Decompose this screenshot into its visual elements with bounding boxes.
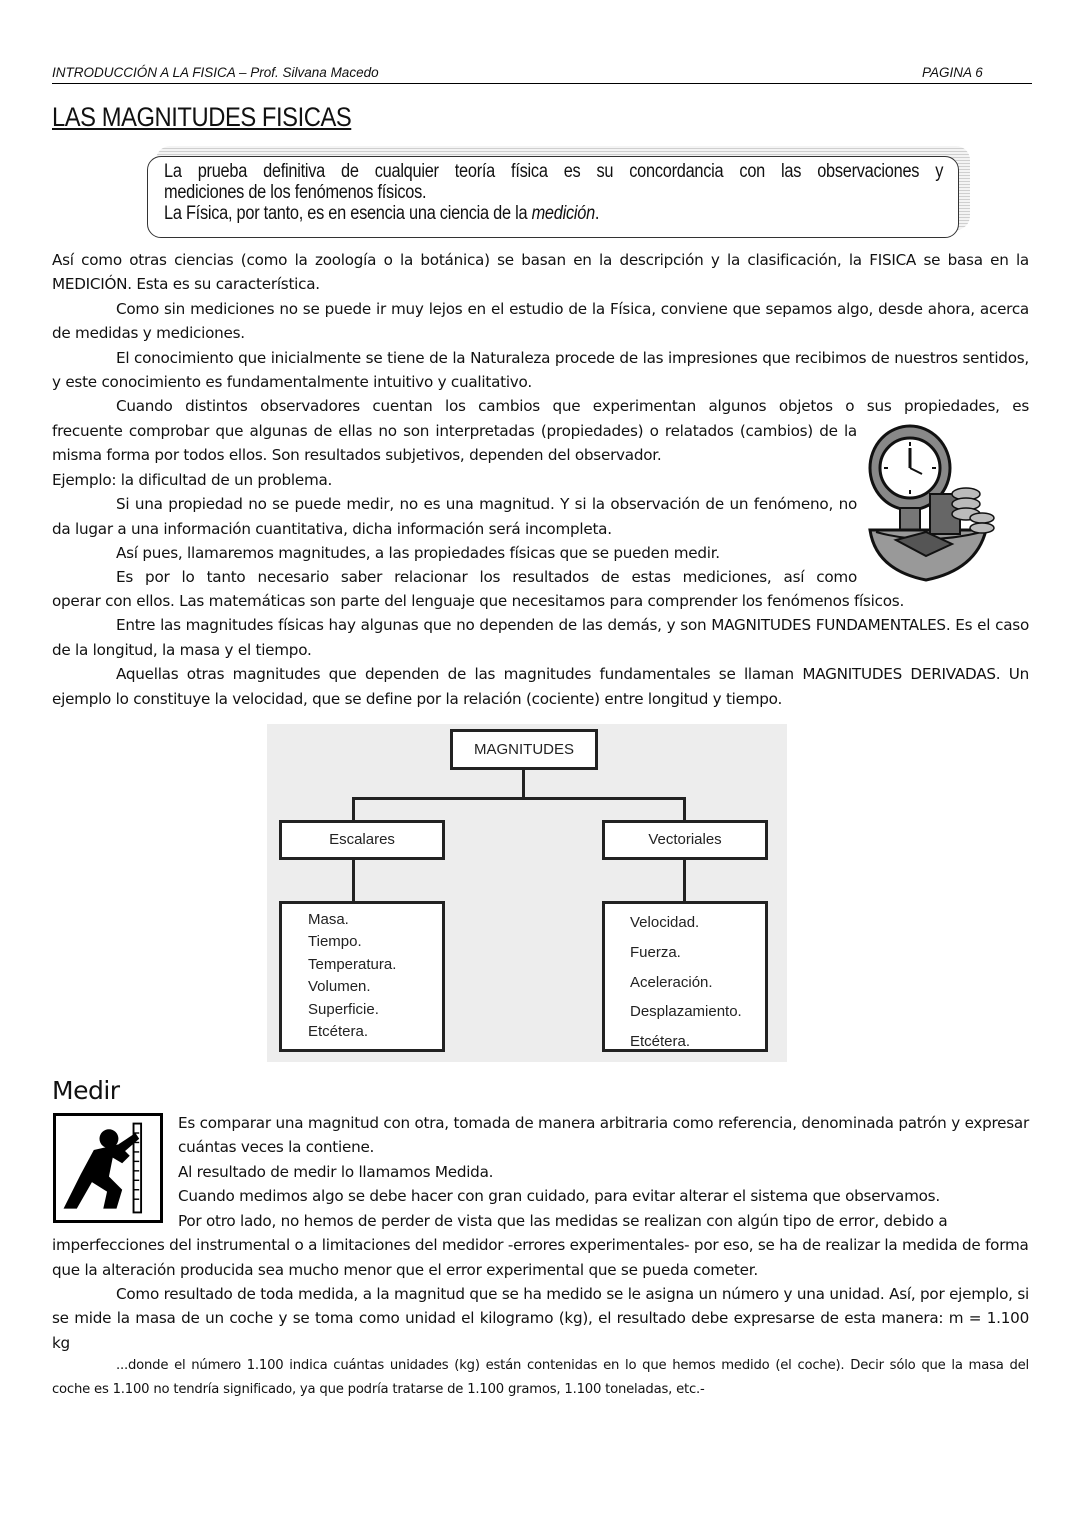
quote-line-3-end: . (594, 203, 600, 224)
paragraph-7-continued: operar con ellos. Las matemáticas son parte del lenguaje que necesitamos para comprender los fenómenos físicos. (52, 592, 905, 610)
quote-line-3 (164, 203, 833, 224)
magnitudes-diagram (267, 724, 787, 1062)
vector-item: Velocidad. (630, 914, 700, 931)
diagram-scalar-box: Escalares (279, 820, 445, 860)
paragraph-7-first-line: Es por lo tanto necesario saber relacionar los resultados de estas mediciones, así como (116, 568, 857, 587)
medir-care: Cuando medimos algo se debe hacer con gran cuidado, para evitar alterar el sistema que observamos. (178, 1187, 940, 1206)
paragraph-6: Así pues, llamaremos magnitudes, a las propiedades físicas que se pueden medir. (116, 544, 720, 563)
vector-item: Etcétera. (630, 1033, 691, 1051)
paragraph-9: Aquellas otras magnitudes que dependen de las magnitudes fundamentales se llaman MAGNITUDES DERIVADAS. Un ejemplo lo constituye la velocidad, que se define por la relación (cociente) entre longitud y tiempo. (52, 665, 1029, 708)
diagram-scalar-list (279, 901, 445, 1052)
vector-item: Desplazamiento. (630, 1003, 742, 1021)
medir-note (52, 1354, 1029, 1402)
paragraph-4-first-line: Cuando distintos observadores cuentan los cambios que experimentan algunos objetos o sus propiedades, es (116, 397, 1029, 416)
quote-line-2: mediciones de los fenómenos físicos. (164, 182, 427, 203)
diagram-connector (352, 797, 355, 820)
header-course-title: INTRODUCCIÓN A LA FISICA – Prof. Silvana Macedo (52, 65, 379, 80)
diagram-connector (683, 797, 686, 820)
diagram-connector (352, 860, 355, 902)
diagram-root-box: MAGNITUDES (450, 729, 598, 770)
scalar-item: Tiempo. (308, 933, 362, 951)
paragraph-3: El conocimiento que inicialmente se tiene de la Naturaleza procede de las impresiones que recibimos de nuestros sentidos, y este conocimiento es fundamentalmente intuitivo y cualitativo. (52, 348, 1029, 392)
scalar-item: Temperatura. (308, 955, 397, 973)
medir-result: Al resultado de medir lo llamamos Medida. (178, 1162, 494, 1181)
quote-line-1: La prueba definitiva de cualquier teoría física es su concordancia con las observaciones y (164, 161, 944, 182)
diagram-connector (683, 860, 686, 902)
medir-error-text: Por otro lado, no hemos de perder de vista que las medidas se realizan con algún tipo de error, debido a imperfecciones del instrumental o a limitaciones del medidor -errores experimentales- por eso, se ha de realizar la medida de forma que la alteración producida sea mucho menor que el error experimental que se pueda cometer. (52, 1212, 1029, 1279)
diagram-vector-list (602, 901, 768, 1052)
quote-line-3-text: La Física, por tanto, es en esencia una ciencia de la (164, 203, 532, 224)
medir-units-paragraph: Como resultado de toda medida, a la magnitud que se ha medido se le asigna un número y una unidad. Así, por ejemplo, si se mide la masa de un coche y se toma como unidad el kilogramo (kg), el resultado debe expresarse de esta manera: m = 1.100 kg (52, 1285, 1029, 1352)
scalar-item: Masa. (308, 911, 349, 928)
person-measuring-icon (53, 1113, 163, 1223)
section-title: LAS MAGNITUDES FISICAS (52, 102, 352, 132)
quote-box (147, 156, 959, 238)
intro-text (52, 248, 1029, 419)
medir-note-paragraph: ...donde el número 1.100 indica cuántas unidades (kg) están contenidas en lo que hemos medido (el coche). Decir sólo que la masa del coche es 1.100 no tendría significado, ya que podría tratarse de 1.100 gramos, 1.100 toneladas, etc.- (52, 1358, 1029, 1397)
quote-emphasis: medición (531, 203, 595, 224)
scalar-item: Etcétera. (308, 1023, 369, 1041)
vector-item: Fuerza. (630, 943, 681, 961)
continuation-text (52, 589, 1029, 711)
scalar-item: Volumen. (308, 978, 371, 996)
paragraph-4-continued: frecuente comprobar que algunas de ellas no son interpretadas (propiedades) o relatados (cambios) de la misma forma por todos ellos. Son resultados subjetivos, dependen del observador. (52, 422, 857, 465)
vector-item: Aceleración. (630, 973, 713, 991)
paragraph-2: Como sin mediciones no se puede ir muy lejos en el estudio de la Física, conviene que sepamos algo, desde ahora, acerca de medidas y mediciones. (52, 299, 1029, 343)
weighing-scale-icon (866, 420, 1000, 588)
scalar-item: Superficie. (308, 1000, 379, 1018)
page-header (52, 63, 1032, 84)
diagram-connector (522, 770, 525, 798)
narrow-text (52, 419, 857, 590)
paragraph-8: Entre las magnitudes físicas hay algunas que no dependen de las demás, y son MAGNITUDES FUNDAMENTALES. Es el caso de la longitud, la masa y el tiempo. (52, 616, 1029, 659)
medir-result-text (52, 1282, 1029, 1355)
medir-definition: Es comparar una magnitud con otra, tomada de manera arbitraria como referencia, denominada patrón y expresar cuántas veces la contiene. (178, 1114, 1029, 1157)
paragraph-4-example: Ejemplo: la dificultad de un problema. (52, 470, 333, 489)
diagram-connector (352, 797, 686, 800)
paragraph-5: Si una propiedad no se puede medir, no es una magnitud. Y si la observación de un fenómeno, no da lugar a una información cuantitativa, dicha información será incompleta. (52, 495, 857, 538)
medir-heading: Medir (52, 1076, 120, 1105)
medir-side-text (178, 1111, 1029, 1209)
paragraph-1: Así como otras ciencias (como la zoología o la botánica) se basan en la descripción y la clasificación, la FISICA se basa en la MEDICIÓN. Esta es su característica. (52, 251, 1029, 294)
header-page-number: PAGINA 6 (922, 65, 983, 80)
diagram-vector-box: Vectoriales (602, 820, 768, 860)
